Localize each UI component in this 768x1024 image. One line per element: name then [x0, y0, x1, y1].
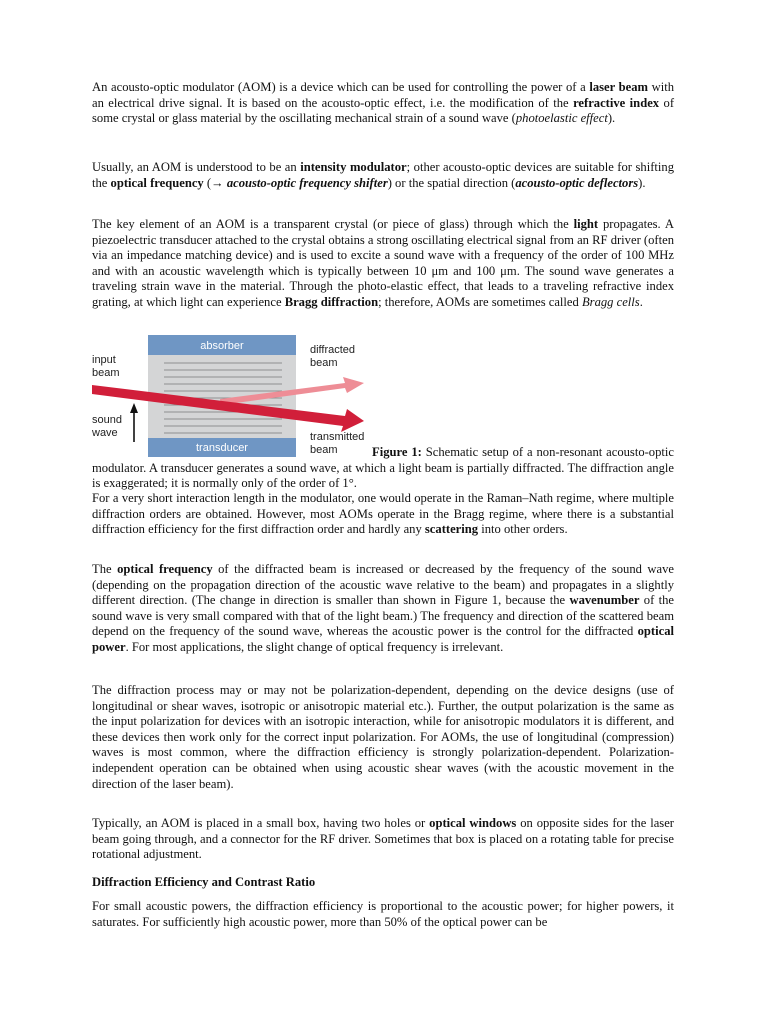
sound-direction-arrow: [130, 403, 138, 442]
aom-figure: [90, 332, 380, 457]
text-run: of the diffracted beam is increased or decreased by the frequency of the sound wave (depending on the propagation direction of the acoustic wave relative to the beam) and propagates in a slightly different direction. (The change in direction is smaller than shown in Figure 1, because the: [92, 562, 674, 608]
text-run: (→: [203, 175, 227, 190]
emphasis-text: Bragg cells: [581, 294, 640, 309]
emphasis-text: optical windows: [429, 816, 517, 830]
text-run: For small acoustic powers, the diffraction efficiency is proportional to the acoustic power; for higher powers, it saturates. For sufficiently high acoustic power, more than 50% of the optical power can be: [92, 899, 674, 929]
absorber-label: absorber: [200, 340, 244, 352]
emphasis-text: light: [573, 217, 599, 231]
emphasis-text: laser beam: [589, 80, 648, 94]
paragraph-regimes: [92, 491, 674, 538]
paragraph-efficiency: [92, 899, 674, 930]
sound-wave-label: sound wave: [92, 414, 122, 439]
emphasis-text: scattering: [424, 522, 479, 537]
text-run: For a very short interaction length in the modulator, one would operate in the Raman–Nath regime, where multiple diffraction orders are obtained. However, most AOMs operate in the Bragg regime, where there is a substantial diffraction efficiency for the first diffraction order and hardly any: [92, 491, 674, 537]
text-run: ; therefore, AOMs are sometimes called: [378, 294, 582, 309]
text-run: The: [92, 562, 118, 576]
text-run: ; other acousto-optic devices are suitable for shifting the: [92, 160, 674, 190]
text-run: An acousto-optic modulator (AOM) is a device which can be used for controlling the power of a: [92, 80, 590, 94]
diffracted-beam-label: diffracted beam: [310, 344, 356, 369]
figure-caption: [92, 445, 674, 492]
text-run: on opposite sides for the laser beam going through, and a connector for the RF driver. Sometimes that box is placed on a rotating table for precise rotational adjustment.: [92, 816, 674, 862]
emphasis-text: Figure 1:: [372, 445, 422, 459]
transducer-label: transducer: [196, 442, 248, 454]
paragraph-intro: [92, 80, 674, 127]
emphasis-text: wavenumber: [569, 593, 640, 608]
paragraph-polarization: [92, 683, 674, 792]
text-run: Schematic setup of a non-resonant acousto-optic modulator. A transducer generates a sound wave, at which a light beam is partially diffracted. The diffraction angle is exaggerated; it is normally only of the order of 1°.: [92, 445, 674, 491]
text-run: ).: [638, 175, 646, 190]
emphasis-text: optical frequency: [110, 175, 204, 190]
paragraph-aom-types: [92, 160, 674, 191]
text-run: into other orders.: [478, 522, 568, 537]
section-heading: Diffraction Efficiency and Contrast Ratio: [92, 875, 316, 889]
paragraph-key-element: [92, 217, 674, 311]
text-run: Usually, an AOM is understood to be an: [92, 160, 301, 174]
paragraph-optical-frequency: [92, 562, 674, 656]
text-run: The key element of an AOM is a transparent crystal (or piece of glass) through which the: [92, 217, 574, 231]
caption-text: [92, 445, 674, 490]
text-run: ).: [607, 111, 616, 126]
text-run: The diffraction process may or may not be polarization-dependent, depending on the device designs (use of longitudinal or shear waves, isotropic or anisotropic material etc.). Further, the output polarization is the same as the input polarization for devices with an isotropic interaction, while for anisotropic modulators it is different, and these devices then work only for the correct input polarization. For AOMs, the use of longitudinal (compression) waves is most common, where the diffraction efficiency is strongly polarization-dependent. Polarization-independent operation can be obtained when using acoustic shear waves (with the acoustic movement in the direction of the laser beam).: [92, 683, 674, 791]
emphasis-text: optical power: [92, 624, 674, 654]
input-beam-label: input beam: [92, 354, 120, 379]
emphasis-text: photoelastic effect: [515, 111, 608, 126]
emphasis-text: Bragg diffraction: [284, 294, 379, 309]
emphasis-text: acousto-optic frequency shifter: [226, 175, 388, 190]
text-run: of some crystal or glass material by the oscillating mechanical strain of a sound wave (: [92, 95, 675, 126]
transmitted-beam-label: transmitted beam: [310, 431, 365, 456]
emphasis-text: intensity modulator: [300, 160, 407, 174]
text-run: Typically, an AOM is placed in a small box, having two holes or: [92, 816, 430, 830]
text-run: with an electrical drive signal. It is based on the acousto-optic effect, i.e. the modification of the: [92, 80, 674, 110]
emphasis-text: optical frequency: [117, 562, 213, 576]
text-run: propagates. A piezoelectric transducer attached to the crystal obtains a strong oscillating electrical signal from an RF driver (often via an impedance matching device) and is used to excite a sound wave with a frequency of the order of 100 MHz and with an acoustic wavelength which is typically between 10 μm and 100 μm. The sound wave generates a traveling strain wave in the material. Through the photo-elastic effect, that leads to a traveling refractive index grating, at which light can experience: [92, 217, 674, 309]
emphasis-text: acousto-optic deflectors: [515, 175, 639, 190]
text-run: . For most applications, the slight change of optical frequency is irrelevant.: [125, 639, 504, 654]
emphasis-text: refractive index: [573, 95, 660, 110]
text-run: .: [639, 294, 643, 309]
text-run: ) or the spatial direction (: [387, 175, 516, 190]
text-run: of the sound wave is very small compared with that of the light beam.) The frequency and direction of the scattered beam depend on the frequency of the sound wave, whereas the acoustic power is the control for the diffracted: [92, 593, 674, 639]
paragraph-housing: [92, 816, 674, 863]
